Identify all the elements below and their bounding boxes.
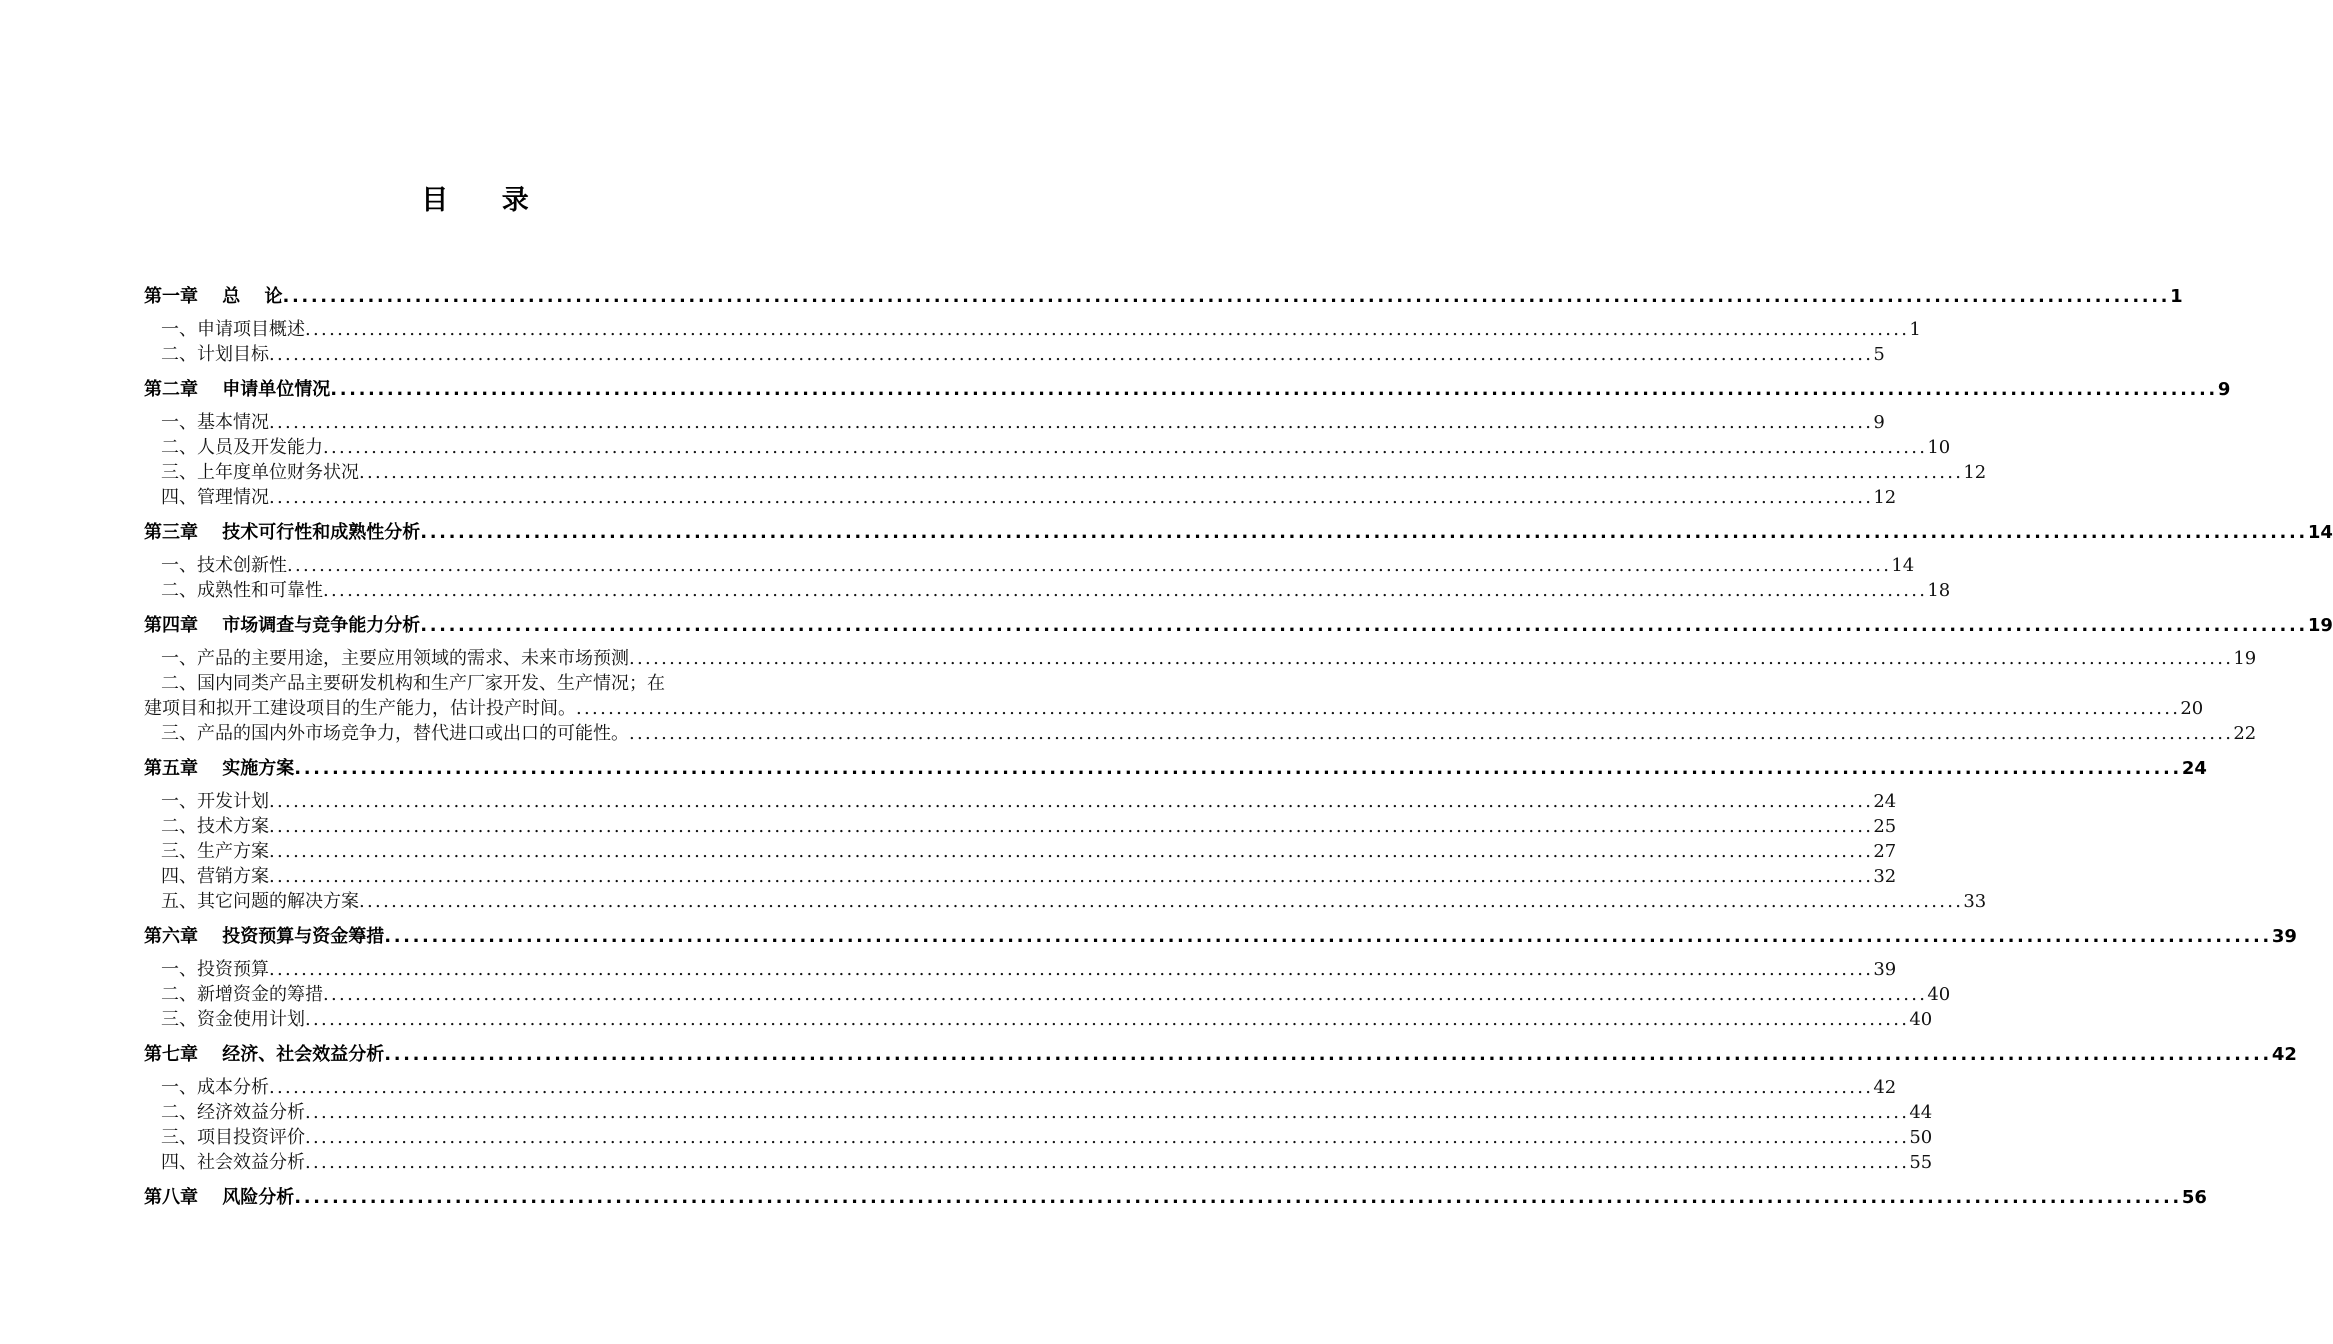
toc-entry-label: 一、投资预算	[161, 959, 269, 980]
toc-page-number: 12	[1963, 462, 1987, 483]
toc-page-number: 9	[1873, 412, 1885, 433]
dot-leader: ........................................................................................................................................................................................................	[305, 1152, 1910, 1173]
toc-section[interactable]	[144, 317, 1921, 342]
toc-entry-label: 第一章 总 论	[144, 286, 283, 307]
dot-leader: ........................................................................................................................................................................................................	[420, 615, 2308, 636]
toc-section[interactable]	[144, 839, 1897, 864]
dot-leader: ........................................................................................................................................................................................................	[269, 841, 1874, 862]
dot-leader: ........................................................................................................................................................................................................	[323, 437, 1928, 458]
toc-section[interactable]	[144, 789, 1897, 814]
toc-page-number: 39	[2271, 926, 2297, 947]
toc-entry-label: 二、新增资金的筹措	[161, 984, 323, 1005]
dot-leader: ........................................................................................................................................................................................................	[305, 319, 1910, 340]
toc-chapter-2[interactable]	[144, 376, 2231, 403]
toc-page-number: 5	[1873, 344, 1885, 365]
dot-leader: ........................................................................................................................................................................................................	[269, 866, 1874, 887]
toc-section[interactable]	[144, 435, 1951, 460]
toc-page-number: 20	[2180, 698, 2204, 719]
toc-section[interactable]	[144, 696, 2204, 721]
toc-entry-label: 五、其它问题的解决方案	[161, 891, 359, 912]
dot-leader: ........................................................................................................................................................................................................	[629, 723, 2234, 744]
toc-page-number: 1	[2170, 286, 2183, 307]
toc-entry-label: 第二章 申请单位情况	[144, 379, 331, 400]
dot-leader: ........................................................................................................................................................................................................	[359, 462, 1964, 483]
toc-page-number: 9	[2217, 379, 2231, 400]
toc-entry-label: 四、管理情况	[161, 487, 269, 508]
toc-page-number: 27	[1873, 841, 1897, 862]
toc-entry-label: 一、产品的主要用途，主要应用领域的需求、未来市场预测	[161, 648, 629, 669]
dot-leader: ........................................................................................................................................................................................................	[269, 1077, 1874, 1098]
dot-leader: ........................................................................................................................................................................................................	[294, 1187, 2182, 1208]
toc-chapter-4[interactable]	[144, 612, 2333, 639]
toc-page-number: 32	[1873, 866, 1897, 887]
toc-page-number: 24	[1873, 791, 1897, 812]
dot-leader: ........................................................................................................................................................................................................	[305, 1009, 1910, 1030]
dot-leader: ........................................................................................................................................................................................................	[330, 379, 2218, 400]
dot-leader: ........................................................................................................................................................................................................	[269, 344, 1874, 365]
toc-page-number: 18	[1927, 580, 1951, 601]
toc-page-number: 22	[2233, 723, 2257, 744]
toc-entry-label: 四、营销方案	[161, 866, 269, 887]
dot-leader: ........................................................................................................................................................................................................	[269, 487, 1874, 508]
toc-page-number: 14	[2307, 522, 2333, 543]
dot-leader: ........................................................................................................................................................................................................	[269, 791, 1874, 812]
toc-entry-label: 第四章 市场调查与竞争能力分析	[144, 615, 421, 636]
toc-entry-label: 二、经济效益分析	[161, 1102, 305, 1123]
toc-page-number: 1	[1909, 319, 1921, 340]
toc-entry-label: 一、申请项目概述	[161, 319, 305, 340]
toc-section[interactable]	[144, 814, 1897, 839]
dot-leader: ........................................................................................................................................................................................................	[269, 816, 1874, 837]
toc-section[interactable]	[144, 342, 1885, 367]
toc-section[interactable]	[144, 864, 1897, 889]
toc-section[interactable]	[144, 578, 1951, 603]
toc-entry-label: 第七章 经济、社会效益分析	[144, 1044, 385, 1065]
dot-leader: ........................................................................................................................................................................................................	[269, 412, 1874, 433]
toc-entry-label: 一、基本情况	[161, 412, 269, 433]
toc-entry-label: 四、社会效益分析	[161, 1152, 305, 1173]
toc-entry-label: 第八章 风险分析	[144, 1187, 295, 1208]
toc-entry-label: 三、资金使用计划	[161, 1009, 305, 1030]
toc-entry-label: 一、开发计划	[161, 791, 269, 812]
toc-entry-label: 第六章 投资预算与资金筹措	[144, 926, 385, 947]
toc-chapter-1[interactable]	[144, 283, 2183, 310]
toc-section[interactable]	[144, 1007, 1933, 1032]
toc-page-number: 42	[2271, 1044, 2297, 1065]
toc-section[interactable]	[144, 982, 1951, 1007]
toc-chapter-7[interactable]	[144, 1041, 2297, 1068]
toc-section[interactable]	[144, 957, 1897, 982]
toc-section[interactable]	[144, 1100, 1933, 1125]
toc-section[interactable]	[144, 721, 2257, 746]
table-of-contents	[144, 283, 2333, 1211]
toc-chapter-5[interactable]	[144, 755, 2207, 782]
toc-page-number: 40	[1927, 984, 1951, 1005]
toc-page-number: 10	[1927, 437, 1951, 458]
toc-page-number: 39	[1873, 959, 1897, 980]
toc-page-number: 19	[2233, 648, 2257, 669]
dot-leader: ........................................................................................................................................................................................................	[323, 984, 1928, 1005]
toc-section[interactable]	[144, 410, 1885, 435]
toc-page-number: 19	[2307, 615, 2333, 636]
toc-page-number: 44	[1909, 1102, 1933, 1123]
toc-entry-label: 三、生产方案	[161, 841, 269, 862]
toc-page-number: 40	[1909, 1009, 1933, 1030]
toc-page-number: 55	[1909, 1152, 1933, 1173]
toc-entry-label: 第五章 实施方案	[144, 758, 295, 779]
toc-entry-label: 第三章 技术可行性和成熟性分析	[144, 522, 421, 543]
toc-section[interactable]	[144, 460, 1987, 485]
dot-leader: ........................................................................................................................................................................................................	[629, 648, 2234, 669]
dot-leader: ........................................................................................................................................................................................................	[294, 758, 2182, 779]
toc-section[interactable]	[144, 1150, 1933, 1175]
toc-entry-label: 一、技术创新性	[161, 555, 287, 576]
toc-entry-label: 一、成本分析	[161, 1077, 269, 1098]
toc-page-number: 42	[1873, 1077, 1897, 1098]
toc-entry-label: 二、人员及开发能力	[161, 437, 323, 458]
toc-entry-label: 二、计划目标	[161, 344, 269, 365]
toc-page-number: 24	[2181, 758, 2207, 779]
dot-leader: ........................................................................................................................................................................................................	[282, 286, 2171, 307]
toc-page-number: 12	[1873, 487, 1897, 508]
dot-leader: ........................................................................................................................................................................................................	[384, 926, 2272, 947]
dot-leader: ........................................................................................................................................................................................................	[359, 891, 1964, 912]
toc-entry-label: 二、成熟性和可靠性	[161, 580, 323, 601]
toc-section[interactable]	[144, 1125, 1933, 1150]
toc-page-number: 50	[1909, 1127, 1933, 1148]
toc-entry-label: 建项目和拟开工建设项目的生产能力，估计投产时间。	[144, 698, 576, 719]
toc-page-number: 14	[1891, 555, 1915, 576]
dot-leader: ........................................................................................................................................................................................................	[576, 698, 2181, 719]
toc-section[interactable]	[144, 553, 1915, 578]
dot-leader: ........................................................................................................................................................................................................	[323, 580, 1928, 601]
dot-leader: ........................................................................................................................................................................................................	[305, 1102, 1910, 1123]
dot-leader: ........................................................................................................................................................................................................	[384, 1044, 2272, 1065]
toc-section[interactable]	[144, 889, 1987, 914]
page-title: 目 录	[421, 185, 551, 216]
toc-entry-label: 二、技术方案	[161, 816, 269, 837]
toc-section[interactable]	[144, 646, 2257, 671]
dot-leader: ........................................................................................................................................................................................................	[287, 555, 1892, 576]
toc-chapter-8[interactable]	[144, 1184, 2207, 1211]
toc-page-number: 25	[1873, 816, 1897, 837]
toc-section[interactable]	[144, 1075, 1897, 1100]
toc-section[interactable]	[144, 485, 1897, 510]
toc-entry-label: 三、上年度单位财务状况	[161, 462, 359, 483]
toc-entry-label: 三、产品的国内外市场竞争力，替代进口或出口的可能性。	[161, 723, 629, 744]
dot-leader: ........................................................................................................................................................................................................	[269, 959, 1874, 980]
toc-entry-label: 三、项目投资评价	[161, 1127, 305, 1148]
toc-page-number: 33	[1963, 891, 1987, 912]
toc-chapter-3[interactable]	[144, 519, 2333, 546]
toc-page-number: 56	[2181, 1187, 2207, 1208]
toc-chapter-6[interactable]	[144, 923, 2297, 950]
toc-section-wrapped-line[interactable]: 二、国内同类产品主要研发机构和生产厂家开发、生产情况；在	[161, 673, 665, 694]
dot-leader: ........................................................................................................................................................................................................	[305, 1127, 1910, 1148]
dot-leader: ........................................................................................................................................................................................................	[420, 522, 2308, 543]
